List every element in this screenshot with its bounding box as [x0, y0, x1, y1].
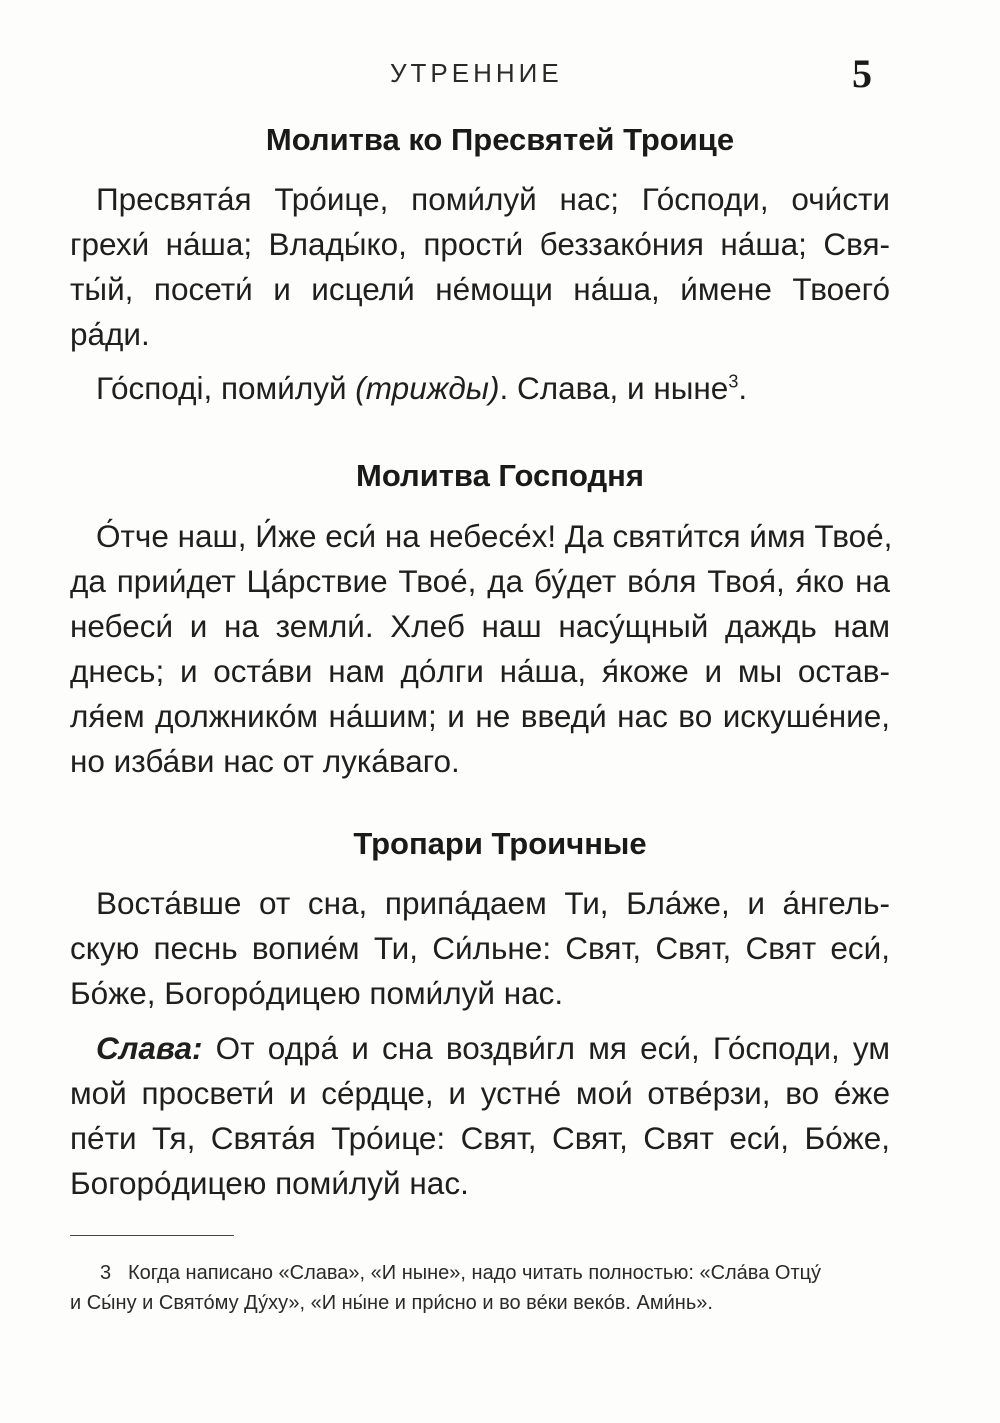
text-line: [70, 1026, 890, 1071]
text-line: ля́ем должнико́м на́шим; и не введи́ нас во искуше́ние,: [70, 698, 890, 734]
text-line: пе́ти Тя, Свята́я Тро́ице: Свят, Свят, Свят еси́, Бо́же,: [70, 1120, 890, 1156]
troparion-1-text: [70, 881, 890, 1016]
text-segment: От одра́ и сна воздви́гл мя еси́, Го́споди, ум: [215, 1030, 890, 1066]
section-title-holy-trinity-prayer: Молитва ко Пресвятей Троице: [265, 122, 735, 157]
text-line: ты́й, посети́ и исцели́ не́мощи на́ша, и́мене Твоего́: [70, 271, 890, 307]
section-title-lords-prayer: Молитва Господня: [356, 458, 644, 493]
text-line: небеси́ и на земли́. Хлеб наш насу́щный даждь нам: [70, 608, 890, 644]
text-line: скую песнь вопие́м Ти, Си́льне: Свят, Свят, Свят еси́,: [70, 930, 890, 966]
footnote-line: [70, 1258, 900, 1288]
text-line: Богоро́дицею поми́луй нас.: [70, 1165, 469, 1201]
lord-have-mercy-line: [96, 366, 916, 411]
text-segment: . Слава, и ныне: [499, 370, 729, 406]
rubric-glory-label: Слава:: [96, 1030, 203, 1066]
text-line: днесь; и оста́ви нам до́лги на́ша, я́коже и мы остав-: [70, 653, 890, 689]
footnote-reference: 3: [728, 371, 739, 392]
footnote-text: Когда написано «Слава», «И ныне», надо читать полностью: «Сла́ва Отцу́: [128, 1262, 822, 1284]
lords-prayer-text: [70, 514, 893, 784]
page-number: 5: [852, 51, 872, 96]
text-line: да прии́дет Ца́рствие Твое́, да бу́дет во́ля Твоя́, я́ко на: [70, 563, 890, 599]
footnote-divider: [70, 1235, 234, 1236]
text-segment: Го́сподi, поми́луй: [96, 370, 356, 406]
text-line: О́тче наш, И́же еси́ на небесе́х! Да святи́тся и́мя Твое́,: [96, 518, 893, 554]
footnote-line: и Сы́ну и Свято́му Ду́ху», «И ны́не и при́сно и во ве́ки веко́в. Ами́нь».: [70, 1292, 713, 1314]
holy-trinity-prayer-text: [70, 177, 890, 357]
text-segment: .: [738, 370, 748, 406]
text-line: грехи́ на́ша; Влады́ко, прости́ беззако́ния на́ша; Свя-: [70, 226, 890, 262]
rubric-thrice: (трижды): [355, 370, 500, 406]
troparion-glory-text: [70, 1026, 890, 1206]
running-title: УТРЕННИЕ: [390, 58, 563, 88]
section-title-trinity-troparia: Тропари Троичные: [353, 826, 647, 861]
text-line: мой просвети́ и се́рдце, и устне́ мои́ отве́рзи, во е́же: [70, 1075, 890, 1111]
text-line: Бо́же, Богоро́дицею поми́луй нас.: [70, 975, 564, 1011]
footnote-number: 3: [100, 1262, 112, 1284]
text-line: но изба́ви нас от лука́ваго.: [70, 743, 460, 779]
text-line: Воста́вше от сна, припа́даем Ти, Бла́же, и а́нгель-: [96, 885, 890, 921]
footnote: [70, 1258, 900, 1318]
text-line: Пресвята́я Тро́ице, поми́луй нас; Го́споди, очи́сти: [96, 181, 890, 217]
text-line: ра́ди.: [70, 316, 150, 352]
